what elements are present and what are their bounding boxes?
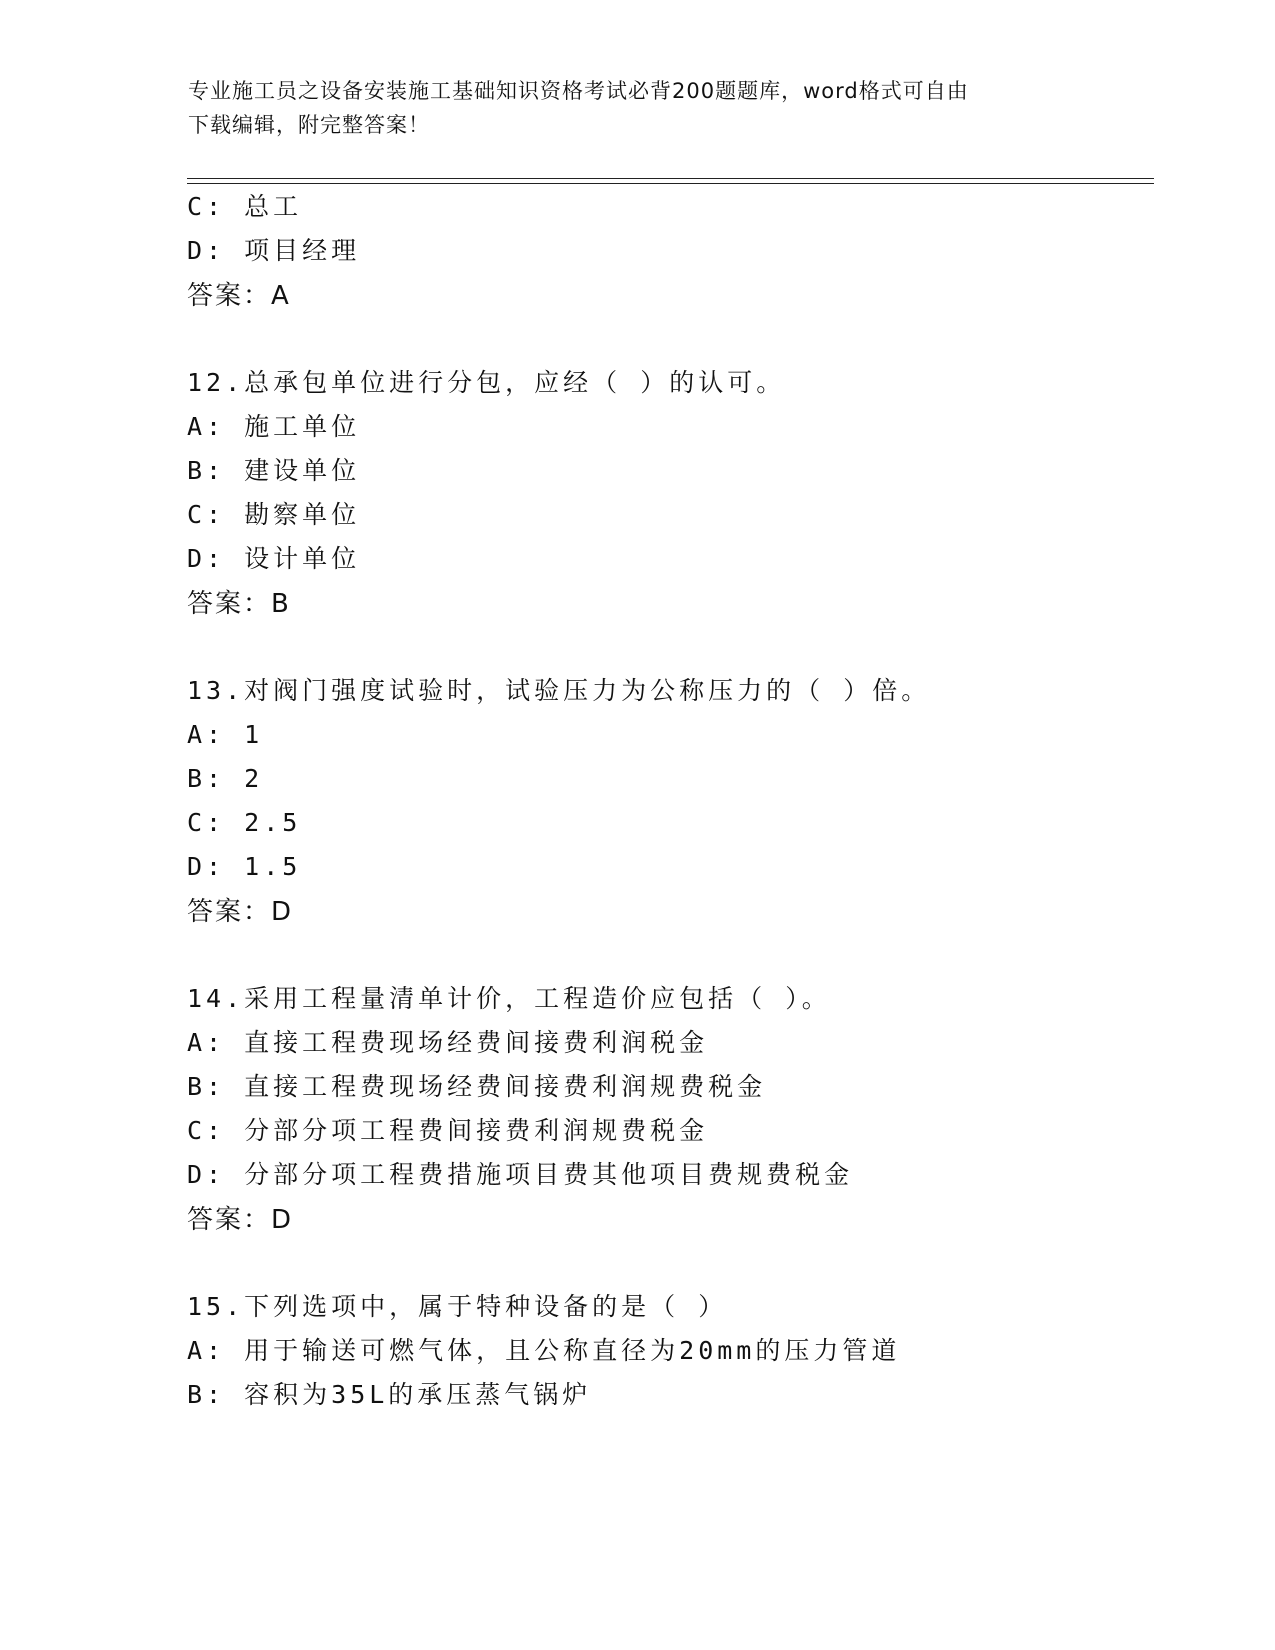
q14-answer: 答案：D	[187, 1205, 294, 1235]
q15-option-a: A: 用于输送可燃气体，且公称直径为20mm的压力管道	[187, 1336, 901, 1365]
q15-stem: 15.下列选项中，属于特种设备的是（ ）	[187, 1292, 728, 1321]
q14-option-c: C: 分部分项工程费间接费利润规费税金	[187, 1116, 709, 1145]
q13-stem: 13.对阀门强度试验时，试验压力为公称压力的（ ）倍。	[187, 676, 931, 705]
q15-option-b: B: 容积为35L的承压蒸气锅炉	[187, 1380, 592, 1409]
q12-option-c: C: 勘察单位	[187, 500, 361, 529]
q14-stem: 14.采用工程量清单计价，工程造价应包括（ ）。	[187, 984, 831, 1013]
q12-option-d: D: 设计单位	[187, 544, 361, 573]
q14-option-d: D: 分部分项工程费措施项目费其他项目费规费税金	[187, 1160, 854, 1189]
q13-answer: 答案：D	[187, 897, 294, 927]
q12-option-b: B: 建设单位	[187, 456, 361, 485]
q14-option-b: B: 直接工程费现场经费间接费利润规费税金	[187, 1072, 767, 1101]
q13-option-c: C: 2.5	[187, 808, 302, 837]
q12-option-a: A: 施工单位	[187, 412, 361, 441]
header-divider-bottom	[187, 183, 1154, 184]
header-divider-top	[187, 178, 1154, 179]
document-header	[188, 74, 1088, 142]
header-line-1: 专业施工员之设备安装施工基础知识资格考试必背200题题库，word格式可自由	[188, 79, 969, 103]
q13-option-a: A: 1	[187, 720, 264, 749]
q12-answer: 答案：B	[187, 589, 291, 619]
q11-option-c: C: 总工	[187, 192, 303, 221]
q14-option-a: A: 直接工程费现场经费间接费利润税金	[187, 1028, 709, 1057]
q11-option-d: D: 项目经理	[187, 236, 361, 265]
q13-option-b: B: 2	[187, 764, 264, 793]
q13-option-d: D: 1.5	[187, 852, 302, 881]
q12-stem: 12.总承包单位进行分包，应经（ ）的认可。	[187, 368, 786, 397]
q11-answer: 答案：A	[187, 281, 291, 311]
header-line-2: 下载编辑，附完整答案！	[188, 113, 430, 137]
